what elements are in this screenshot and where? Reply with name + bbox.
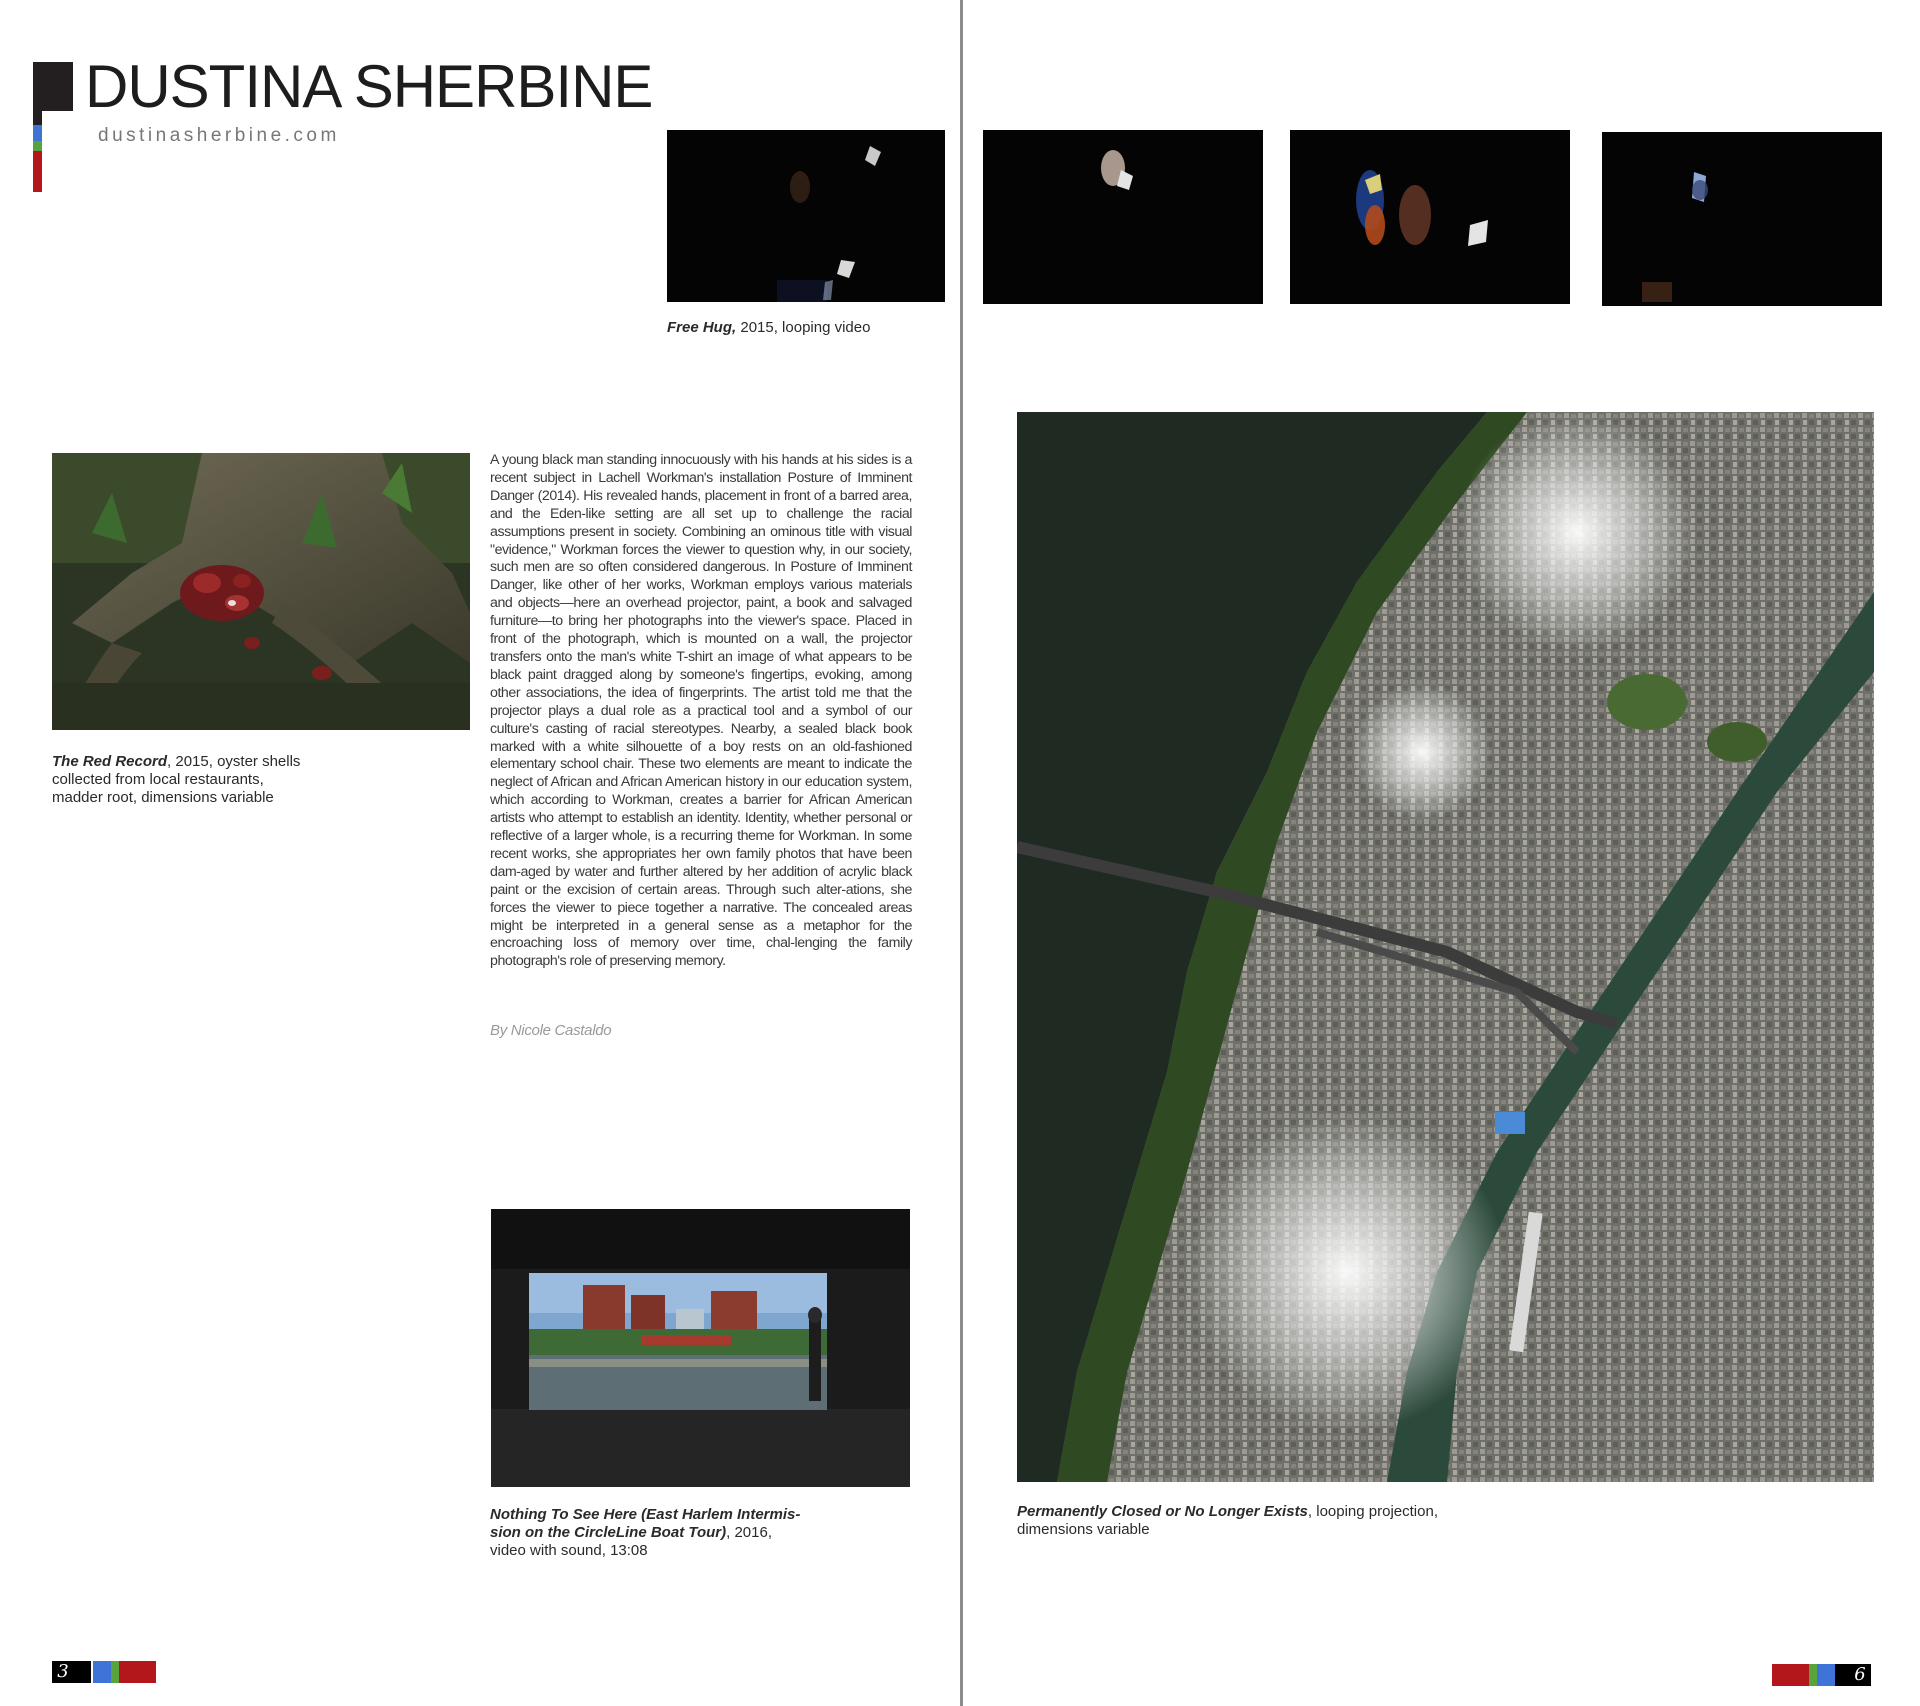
page-strip-red-right [1772,1664,1809,1686]
page-strip-red [119,1661,156,1683]
free-hug-detail: 2015, looping video [736,319,871,336]
red-record-caption [52,753,307,807]
brand-url[interactable]: dustinasherbine.com [98,125,340,146]
page-strip-black-right [1835,1664,1849,1686]
page-strip-blue [74,1661,91,1683]
permanently-closed-caption [1017,1503,1457,1539]
nothing-to-see-title: Nothing To See Here (East Harlem Intermis-sion on the CircleLine Boat Tour) [490,1506,801,1541]
page-number-right: 6 [1849,1664,1871,1686]
permanently-closed-detail: , looping projection, dimensions variable [1017,1503,1438,1538]
free-hug-still-2 [983,130,1263,304]
page-strip-blue-2 [93,1661,111,1683]
red-record-photo [52,453,470,730]
permanently-closed-title: Permanently Closed or No Longer Exists [1017,1503,1308,1520]
page-number-left: 3 [52,1661,74,1683]
free-hug-still-4 [1602,132,1882,306]
aerial-map-image [1017,412,1874,1482]
nothing-to-see-detail: , 2016, video with sound, 13:08 [490,1524,772,1559]
free-hug-title: Free Hug, [667,319,737,336]
article-byline: By Nicole Castaldo [490,1022,612,1039]
brand-name: DUSTINA SHERBINE [85,53,653,120]
brand-logo-mark [33,62,73,192]
page-divider [960,0,963,1706]
free-hug-still-1 [667,130,945,302]
page-strip-blue-right [1817,1664,1835,1686]
page-strip-green-right [1809,1664,1817,1686]
article-body: A young black man standing innocuously with his hands at his sides is a recent subject in Lachell Workman's installation Posture of Imminent Danger (2014). His revealed hands, placement in front of a barred area, and the Eden-like setting are all set up to challenge the racial assumptions present in society. Combining an ominous title with visual "evidence," Workman forces the viewer to question why, in our society, such men are so often considered dangerous. In Posture of Imminent Danger, like other of her works, Workman employs various materials and objects—here an overhead projector, paint, a book and salvaged furniture—to bring her photographs into the viewer's space. Placed in front of the photograph, which is mounted on a wall, the projector transfers onto the man's white T-shirt an image of what appears to be black paint dragged along by someone's fingertips, evoking, among other associations, the idea of fingerprints. The artist told me that the projector plays a dual role as a practical tool and a symbol of our culture's casting of racial stereotypes. Nearby, a sealed black book marked with a white silhouette of a boy rests on an old-fashioned elementary school chair. These two elements are meant to indicate the neglect of African and African American history in our education system, which according to Workman, creates a barrier for African American artists who attempt to establish an identity. Identity, whether personal or reflective of a larger whole, is a recurring theme for Workman. In some recent works, she appropriates her own family photos that have been dam-aged by water and further altered by her addition of acrylic black paint or the excision of certain areas. Through such alter-ations, she forces the viewer to piece together a narrative. The concealed areas might be interpreted in a general sense as a metaphor for the encroaching loss of memory over time, chal-lenging the family photograph's role of preserving memory. [490,452,912,970]
free-hug-still-3 [1290,130,1570,304]
nothing-to-see-photo [491,1209,910,1487]
red-record-detail: , 2015, oyster shells collected from local restaurants, madder root, dimensions variable [52,753,301,806]
free-hug-caption [667,319,967,337]
red-record-title: The Red Record [52,753,168,770]
nothing-to-see-caption [490,1506,810,1560]
page-strip-green [111,1661,119,1683]
